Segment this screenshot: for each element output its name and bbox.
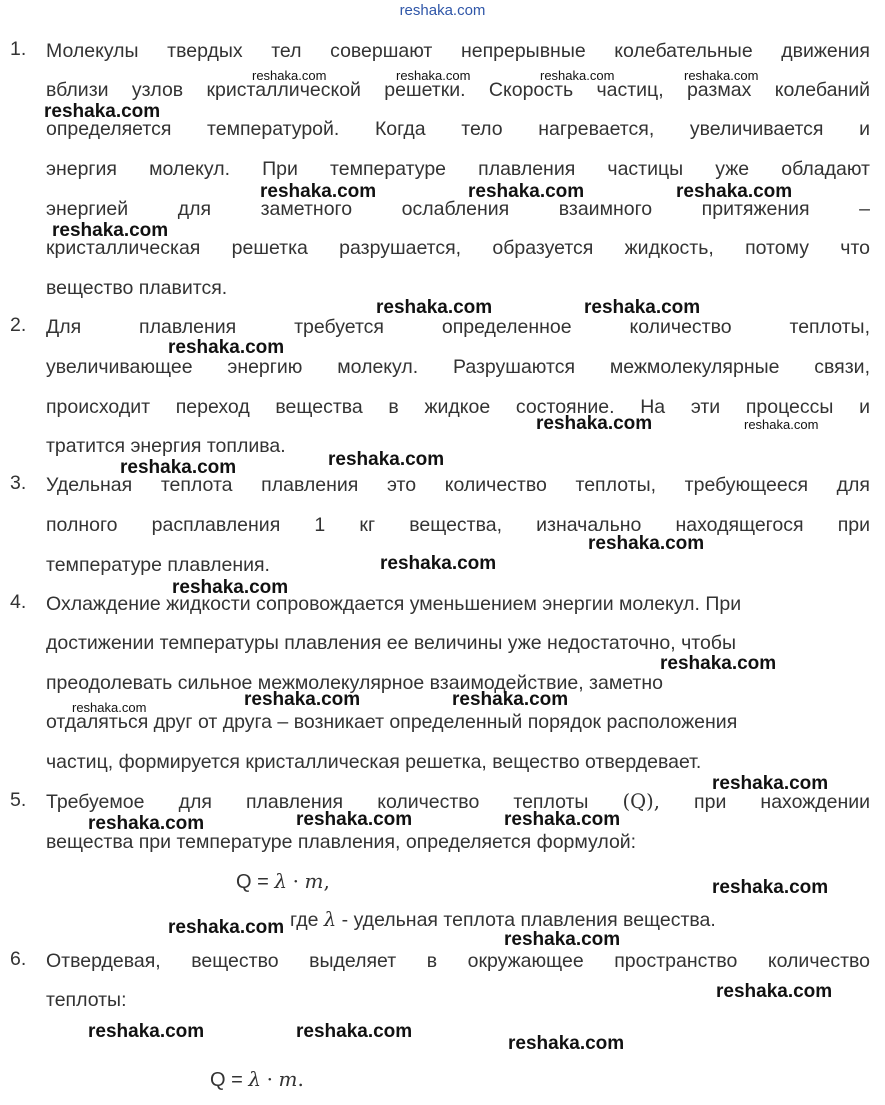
watermark: reshaka.com — [168, 917, 285, 938]
watermark: reshaka.com — [684, 68, 759, 83]
watermark: reshaka.com — [508, 1033, 625, 1054]
watermark: reshaka.com — [712, 877, 829, 898]
dot-operator: · — [266, 1067, 273, 1091]
item-number: 5. — [10, 789, 27, 811]
watermark: reshaka.com — [88, 1021, 205, 1042]
watermark: reshaka.com — [252, 68, 327, 83]
text-line: теплоты: — [46, 989, 127, 1011]
formula-lhs: Q — [236, 871, 252, 893]
text-line: вещества при температуре плавления, определяется формулой: — [46, 831, 637, 853]
watermark: reshaka.com — [172, 577, 289, 598]
watermark: reshaka.com — [676, 181, 793, 202]
text-fragment: при нахождении — [694, 791, 871, 813]
text-line: Отвердевая, вещество выделяет в окружающее пространство количество — [46, 950, 870, 972]
text-line: энергией для заметного ослабления взаимного притяжения – — [46, 198, 870, 220]
text-line: преодолевать сильное межмолекулярное взаимодействие, заметно — [46, 672, 663, 694]
item-number: 6. — [10, 948, 27, 970]
watermark: reshaka.com — [244, 689, 361, 710]
text-line: вблизи узлов кристаллической решетки. Скорость частиц, размах колебаний — [46, 79, 870, 101]
watermark: reshaka.com — [584, 297, 701, 318]
text-line: определяется температурой. Когда тело нагревается, увеличивается и — [46, 118, 870, 140]
formula-end: , — [323, 869, 330, 893]
watermark: reshaka.com — [504, 929, 621, 950]
text-line: отдаляться друг от друга – возникает определенный порядок расположения — [46, 711, 738, 733]
watermark: reshaka.com — [88, 813, 205, 834]
text-line: Молекулы твердых тел совершают непрерывные колебательные движения — [46, 40, 870, 62]
lambda-symbol: λ — [323, 908, 337, 931]
text-line: вещество плавится. — [46, 277, 228, 299]
text-line: энергия молекул. При температуре плавления частицы уже обладают — [46, 158, 870, 180]
watermark: reshaka.com — [296, 809, 413, 830]
watermark: reshaka.com — [540, 68, 615, 83]
text-line: происходит переход вещества в жидкое состояние. На эти процессы и — [46, 396, 870, 418]
math-symbol: (Q), — [622, 790, 660, 813]
watermark: reshaka.com — [712, 773, 829, 794]
formula-note — [290, 907, 716, 933]
item-number: 4. — [10, 591, 27, 613]
text-line: увеличивающее энергию молекул. Разрушаются межмолекулярные связи, — [46, 356, 870, 378]
watermark: reshaka.com — [380, 553, 497, 574]
watermark: reshaka.com — [168, 337, 285, 358]
note-prefix: где — [290, 909, 319, 931]
site-header[interactable]: reshaka.com — [399, 2, 486, 19]
watermark: reshaka.com — [396, 68, 471, 83]
text-line: тратится энергия топлива. — [46, 435, 286, 457]
text-line: полного расплавления 1 кг вещества, изначально находящегося при — [46, 514, 870, 536]
text-line: Удельная теплота плавления это количество теплоты, требующееся для — [46, 474, 870, 496]
lambda-symbol: λ — [248, 1067, 262, 1091]
text-fragment: Требуемое для плавления количество теплоты — [46, 791, 589, 813]
text-line: кристаллическая решетка разрушается, образуется жидкость, потому что — [46, 237, 870, 259]
watermark: reshaka.com — [744, 417, 819, 432]
note-text: - удельная теплота плавления вещества. — [341, 909, 716, 931]
watermark: reshaka.com — [536, 413, 653, 434]
dot-operator: · — [292, 869, 299, 893]
formula-end: . — [297, 1067, 304, 1091]
watermark: reshaka.com — [72, 700, 147, 715]
watermark: reshaka.com — [504, 809, 621, 830]
watermark: reshaka.com — [660, 653, 777, 674]
text-line: Охлаждение жидкости сопровождается уменьшением энергии молекул. При — [46, 593, 742, 615]
text-line: достижении температуры плавления ее величины уже недостаточно, чтобы — [46, 632, 736, 654]
watermark: reshaka.com — [44, 101, 161, 122]
item-number: 2. — [10, 314, 27, 336]
formula-eq: = — [257, 871, 269, 893]
text-line: температуре плавления. — [46, 554, 270, 576]
text-line: частиц, формируется кристаллическая решетка, вещество отвердевает. — [46, 751, 702, 773]
item-number: 1. — [10, 38, 27, 60]
text-line: Для плавления требуется определенное количество теплоты, — [46, 316, 870, 338]
watermark: reshaka.com — [468, 181, 585, 202]
watermark: reshaka.com — [52, 220, 169, 241]
watermark: reshaka.com — [376, 297, 493, 318]
watermark: reshaka.com — [716, 981, 833, 1002]
watermark: reshaka.com — [588, 533, 705, 554]
formula — [210, 1066, 304, 1093]
mass-symbol: m — [278, 1067, 298, 1091]
watermark: reshaka.com — [328, 449, 445, 470]
watermark: reshaka.com — [260, 181, 377, 202]
watermark: reshaka.com — [296, 1021, 413, 1042]
formula-eq: = — [231, 1069, 243, 1091]
formula — [236, 868, 330, 895]
mass-symbol: m — [304, 869, 324, 893]
formula-lhs: Q — [210, 1069, 226, 1091]
watermark: reshaka.com — [120, 457, 237, 478]
lambda-symbol: λ — [274, 869, 288, 893]
watermark: reshaka.com — [452, 689, 569, 710]
item-number: 3. — [10, 472, 27, 494]
